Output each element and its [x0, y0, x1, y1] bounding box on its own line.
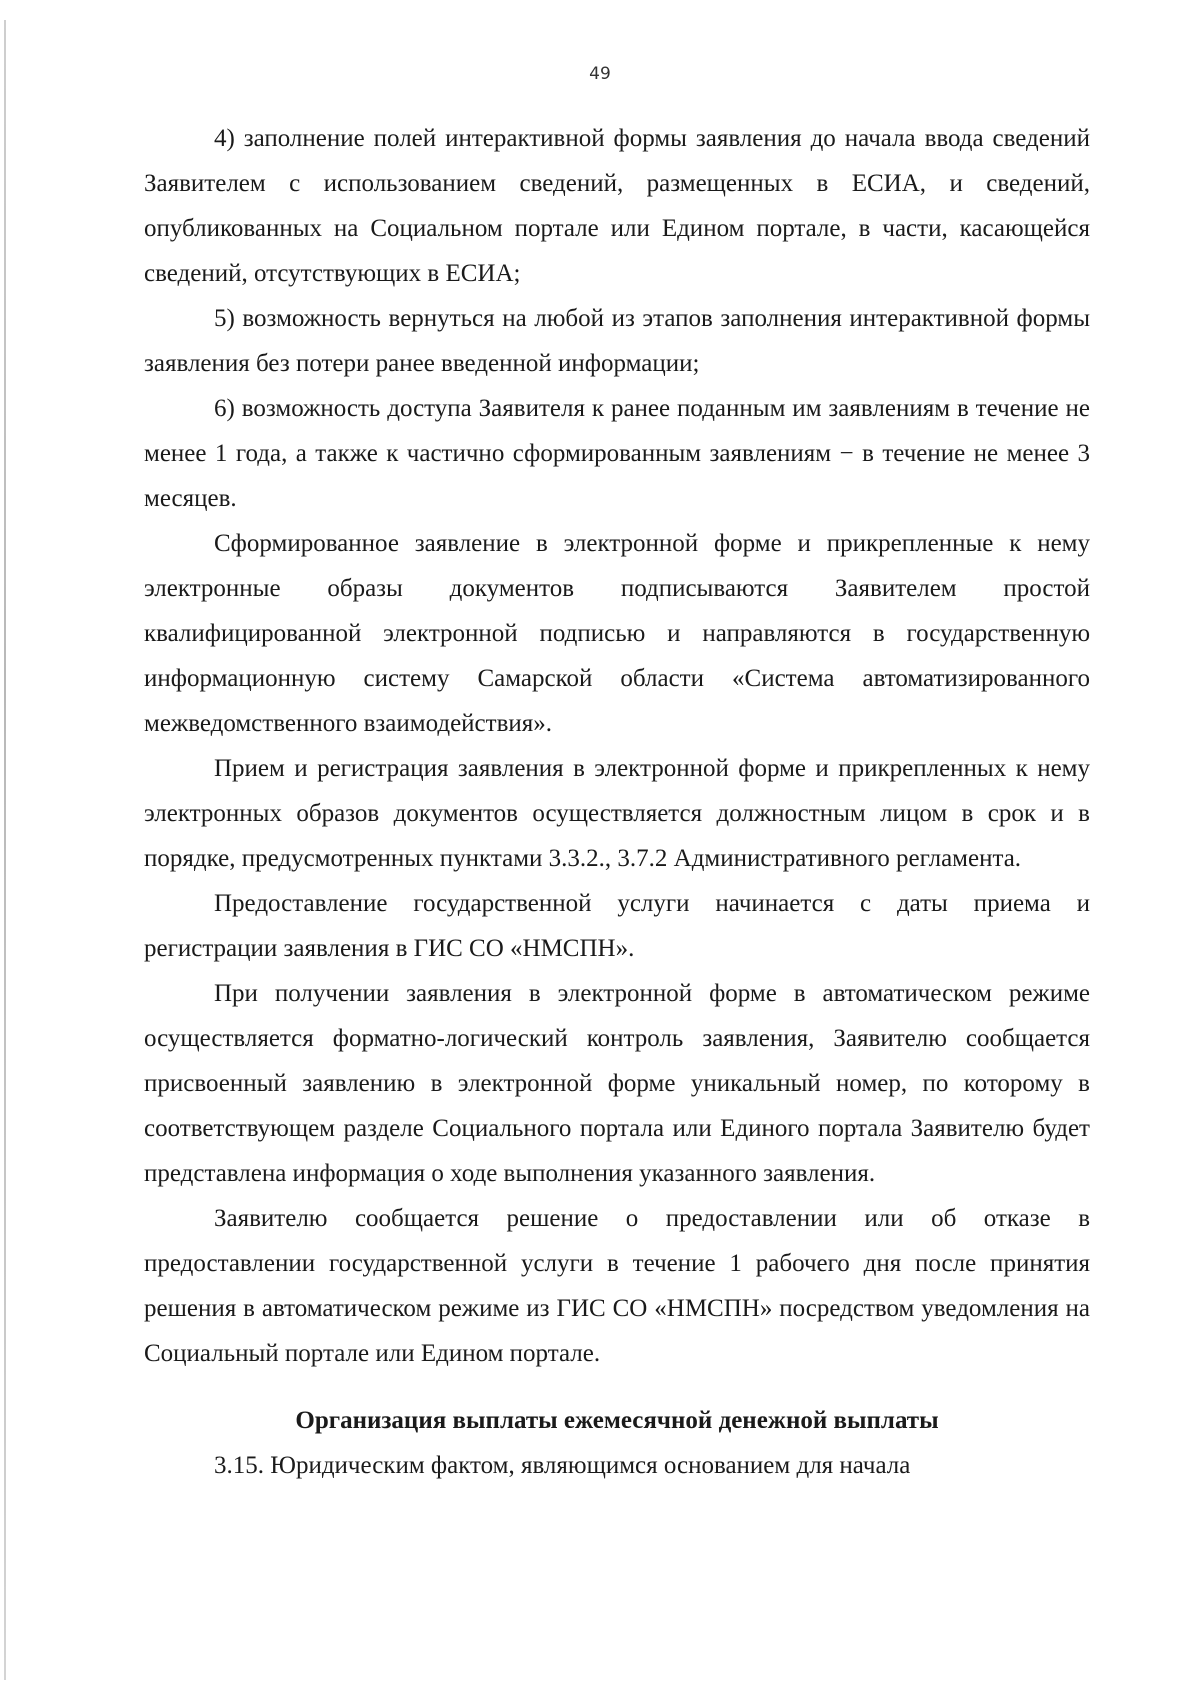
paragraph-3-15: 3.15. Юридическим фактом, являющимся основанием для начала — [214, 1452, 911, 1479]
paragraph-item-6: 6) возможность доступа Заявителя к ранее поданным им заявлениям в течение не менее 1 года, а также к частично сформированным заявлениям − в течение не менее 3 месяцев. — [144, 395, 1090, 512]
paragraph-item-4: 4) заполнение полей интерактивной формы заявления до начала ввода сведений Заявителем с использованием сведений, размещенных в ЕСИА, и сведений, опубликованных на Социальном портале или Едином портале, в части, касающейся сведений, отсутствующих в ЕСИА; — [144, 125, 1090, 287]
section-heading: Организация выплаты ежемесячной денежной выплаты — [295, 1407, 939, 1434]
paragraph-format-control: При получении заявления в электронной форме в автоматическом режиме осуществляется форматно-логический контроль заявления, Заявителю сообщается присвоенный заявлению в электронной форме уникальный номер, по которому в соответствующем разделе Социального портала или Единого портала Заявителю будет представлена информация о ходе выполнения указанного заявления. — [144, 980, 1090, 1187]
paragraph-service-start: Предоставление государственной услуги начинается с даты приема и регистрации заявления в ГИС СО «НМСПН». — [144, 890, 1090, 962]
paragraph-item-5: 5) возможность вернуться на любой из этапов заполнения интерактивной формы заявления без потери ранее введенной информации; — [144, 305, 1090, 377]
page-number: 49 — [589, 64, 611, 84]
paragraph-decision-notice: Заявителю сообщается решение о предоставлении или об отказе в предоставлении государственной услуги в течение 1 рабочего дня после принятия решения в автоматическом режиме из ГИС СО «НМСПН» посредством уведомления на Социальный портале или Едином портале. — [144, 1205, 1090, 1367]
paragraph-registration: Прием и регистрация заявления в электронной форме и прикрепленных к нему электронных образов документов осуществляется должностным лицом в срок и в порядке, предусмотренных пунктами 3.3.2., 3.7.2 Административного регламента. — [144, 755, 1090, 872]
paragraph-signed-application: Сформированное заявление в электронной форме и прикрепленные к нему электронные образы документов подписываются Заявителем простой квалифицированной электронной подписью и направляются в государственную информационную систему Самарской области «Система автоматизированного межведомственного взаимодействия». — [144, 530, 1090, 737]
scan-edge — [4, 20, 6, 1680]
document-body — [144, 116, 1090, 1488]
